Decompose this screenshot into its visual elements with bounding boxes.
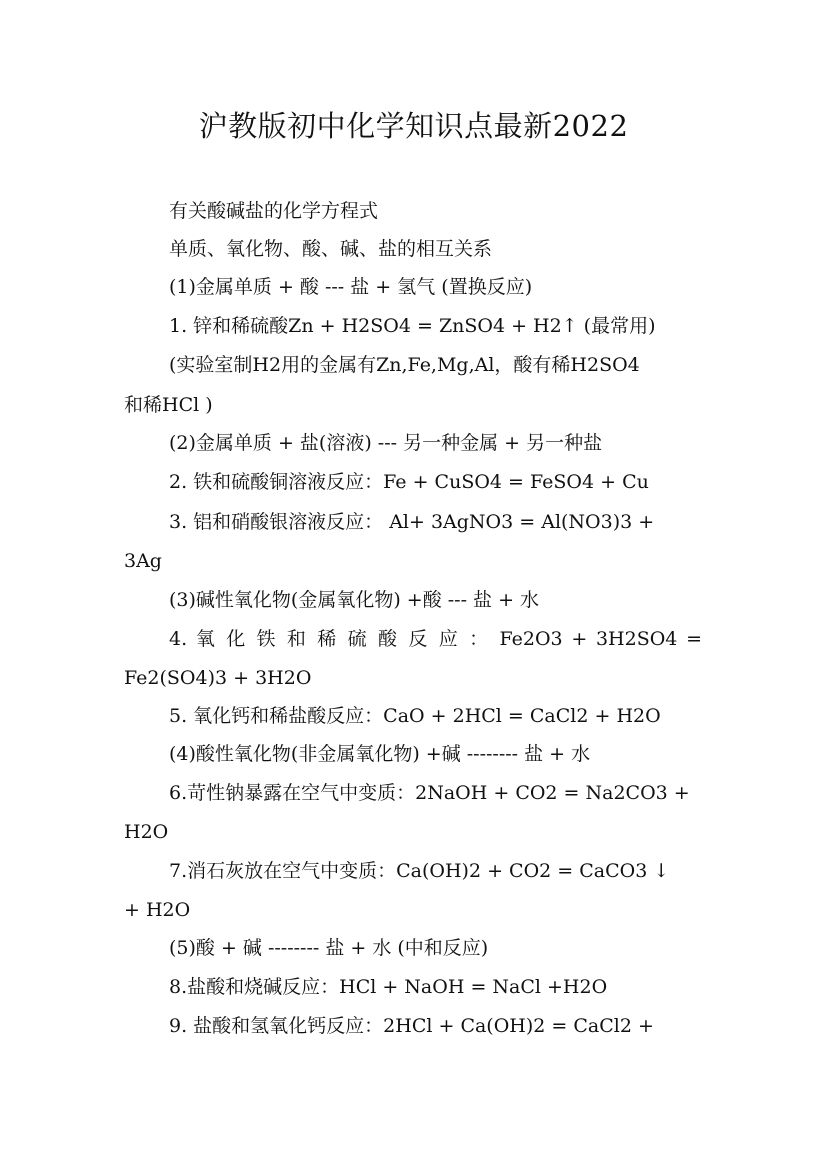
- text-line: (5)酸 + 碱 -------- 盐 + 水 (中和反应): [169, 937, 489, 959]
- text-line: 3Ag: [124, 550, 162, 572]
- text-line: 2. 铁和硫酸铜溶液反应：Fe + CuSO4 = FeSO4 + Cu: [169, 471, 649, 493]
- text-line: 3. 铝和硝酸银溶液反应： Al+ 3AgNO3 = Al(NO3)3 +: [169, 511, 655, 533]
- text-line: H2O: [124, 821, 169, 843]
- text-line: 和稀HCl ): [124, 394, 213, 416]
- text-line: Fe2(SO4)3 + 3H2O: [124, 667, 312, 689]
- text-line: (2)金属单质 + 盐(溶液) --- 另一种金属 + 另一种盐: [169, 432, 603, 454]
- text-line: + H2O: [124, 899, 191, 921]
- text-line: 8.盐酸和烧碱反应：HCl + NaOH = NaCl +H2O: [169, 976, 608, 998]
- text-line: 9. 盐酸和氢氧化钙反应：2HCl + Ca(OH)2 = CaCl2 +: [169, 1015, 654, 1037]
- document-title: 沪教版初中化学知识点最新2022: [198, 109, 629, 143]
- text-line: 7.消石灰放在空气中变质：Ca(OH)2 + CO2 = CaCO3 ↓: [169, 860, 670, 882]
- text-line: (实验室制H2用的金属有Zn,Fe,Mg,Al，酸有稀H2SO4: [169, 354, 640, 376]
- text-line: (3)碱性氧化物(金属氧化物) +酸 --- 盐 + 水: [169, 589, 540, 611]
- text-line: 有关酸碱盐的化学方程式: [169, 200, 379, 222]
- text-line: (1)金属单质 + 酸 --- 盐 + 氢气 (置换反应): [169, 276, 533, 298]
- text-line: 5. 氧化钙和稀盐酸反应：CaO + 2HCl = CaCl2 + H2O: [169, 705, 661, 727]
- text-line: 单质、氧化物、酸、碱、盐的相互关系: [169, 238, 493, 260]
- text-line: 6.苛性钠暴露在空气中变质：2NaOH + CO2 = Na2CO3 +: [169, 782, 690, 804]
- text-line: 4. 氧 化 铁 和 稀 硫 酸 反 应 ： Fe2O3 + 3H2SO4 =: [169, 628, 702, 650]
- text-line: (4)酸性氧化物(非金属氧化物) +碱 -------- 盐 + 水: [169, 743, 591, 765]
- text-line: 1. 锌和稀硫酸Zn + H2SO4 = ZnSO4 + H2↑ (最常用): [169, 315, 656, 337]
